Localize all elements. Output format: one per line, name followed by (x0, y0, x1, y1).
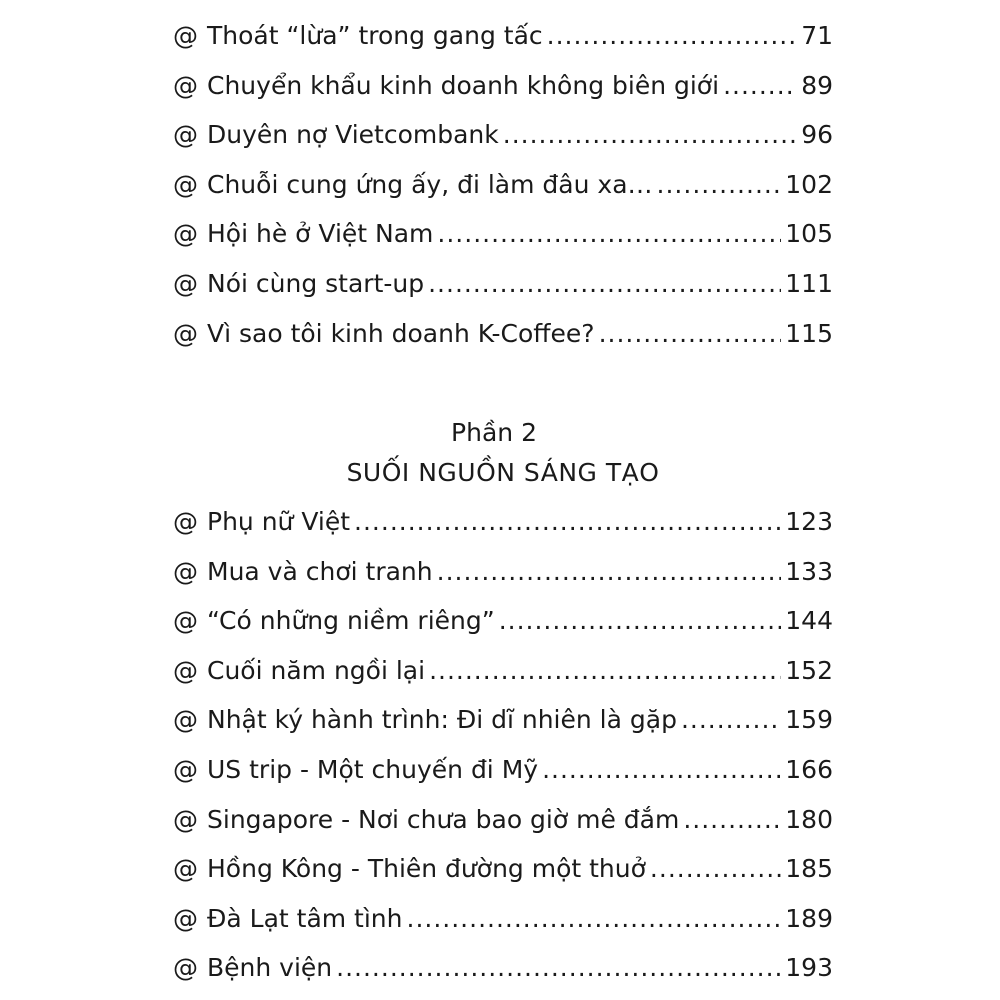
entry-page-number: 102 (785, 169, 833, 199)
entry-bullet: @ (173, 804, 198, 834)
entry-title: Chuyển khẩu kinh doanh không biên giới (207, 70, 720, 100)
entry-title: Cuối năm ngồi lại (207, 655, 426, 685)
entry-title: Phụ nữ Việt (207, 507, 351, 536)
entry-page-number: 189 (785, 903, 833, 933)
toc-entry (173, 844, 833, 894)
toc-entry (173, 943, 833, 993)
dot-leader (354, 497, 781, 547)
entry-page-number: 111 (785, 268, 833, 298)
entry-title: “Có những niềm riêng” (207, 606, 495, 636)
entry-title: Nói cùng start-up (207, 268, 425, 298)
toc-entry (173, 646, 833, 696)
entry-title: US trip - Một chuyến đi Mỹ (207, 754, 539, 784)
toc-entry (173, 497, 833, 547)
dot-leader (437, 209, 781, 259)
entry-page-number: 152 (785, 655, 833, 685)
entry-page-number: 71 (801, 21, 833, 50)
entry-page-number: 166 (785, 754, 833, 784)
dot-leader (437, 547, 782, 597)
dot-leader (429, 646, 781, 696)
entry-title: Vì sao tôi kinh doanh K-Coffee? (207, 318, 595, 348)
toc-entry (173, 695, 833, 745)
entry-bullet: @ (173, 705, 198, 735)
entry-title: Thoát “lừa” trong gang tấc (207, 21, 543, 50)
entry-page-number: 180 (785, 804, 833, 834)
entry-bullet: @ (173, 903, 198, 933)
entry-title: Hội hè ở Việt Nam (207, 219, 434, 249)
dot-leader (336, 943, 781, 993)
entry-page-number: 89 (801, 70, 833, 100)
entry-bullet: @ (173, 655, 198, 685)
entry-page-number: 105 (785, 219, 833, 249)
toc-entry (173, 110, 833, 160)
entry-page-number: 96 (801, 120, 833, 150)
toc-entry (173, 209, 833, 259)
dot-leader (683, 795, 781, 845)
entry-title: Bệnh viện (207, 953, 333, 983)
dot-leader (499, 596, 782, 646)
dot-leader (681, 695, 781, 745)
entry-page-number: 185 (785, 854, 833, 884)
part2-toc-list (173, 497, 833, 993)
part-number-heading: Phần 2 (451, 418, 537, 447)
entry-bullet: @ (173, 70, 198, 100)
dot-leader (503, 110, 797, 160)
entry-bullet: @ (173, 268, 198, 298)
toc-entry (173, 596, 833, 646)
part-title-heading: SUỐI NGUỒN SÁNG TẠO (346, 458, 660, 487)
entry-page-number: 115 (785, 318, 833, 348)
toc-entry (173, 160, 833, 210)
dot-leader (547, 11, 798, 61)
dot-leader (428, 259, 781, 309)
entry-title: Hồng Kông - Thiên đường một thuở (207, 854, 646, 884)
dot-leader (542, 745, 781, 795)
entry-page-number: 144 (785, 606, 833, 636)
entry-bullet: @ (173, 21, 198, 50)
entry-page-number: 123 (785, 507, 833, 536)
entry-bullet: @ (173, 754, 198, 784)
toc-entry (173, 745, 833, 795)
dot-leader (723, 61, 797, 111)
toc-entry (173, 547, 833, 597)
entry-title: Chuỗi cung ứng ấy, đi làm đâu xa… (207, 169, 653, 199)
dot-leader (657, 160, 782, 210)
entry-bullet: @ (173, 854, 198, 884)
dot-leader (407, 894, 782, 944)
toc-entry (173, 61, 833, 111)
entry-bullet: @ (173, 507, 198, 536)
dot-leader (650, 844, 781, 894)
entry-bullet: @ (173, 169, 198, 199)
part1-toc-list (173, 11, 833, 358)
entry-bullet: @ (173, 606, 198, 636)
toc-entry (173, 259, 833, 309)
entry-title: Mua và chơi tranh (207, 556, 433, 586)
toc-entry (173, 11, 833, 61)
entry-page-number: 133 (785, 556, 833, 586)
entry-title: Duyên nợ Vietcombank (207, 120, 499, 150)
toc-entry (173, 894, 833, 944)
entry-title: Nhật ký hành trình: Đi dĩ nhiên là gặp (207, 705, 677, 735)
entry-bullet: @ (173, 219, 198, 249)
entry-bullet: @ (173, 120, 198, 150)
entry-page-number: 193 (785, 953, 833, 983)
entry-title: Đà Lạt tâm tình (207, 903, 403, 933)
entry-title: Singapore - Nơi chưa bao giờ mê đắm (207, 804, 680, 834)
entry-bullet: @ (173, 556, 198, 586)
entry-page-number: 159 (785, 705, 833, 735)
dot-leader (599, 309, 782, 359)
toc-entry (173, 309, 833, 359)
entry-bullet: @ (173, 318, 198, 348)
toc-entry (173, 795, 833, 845)
entry-bullet: @ (173, 953, 198, 983)
